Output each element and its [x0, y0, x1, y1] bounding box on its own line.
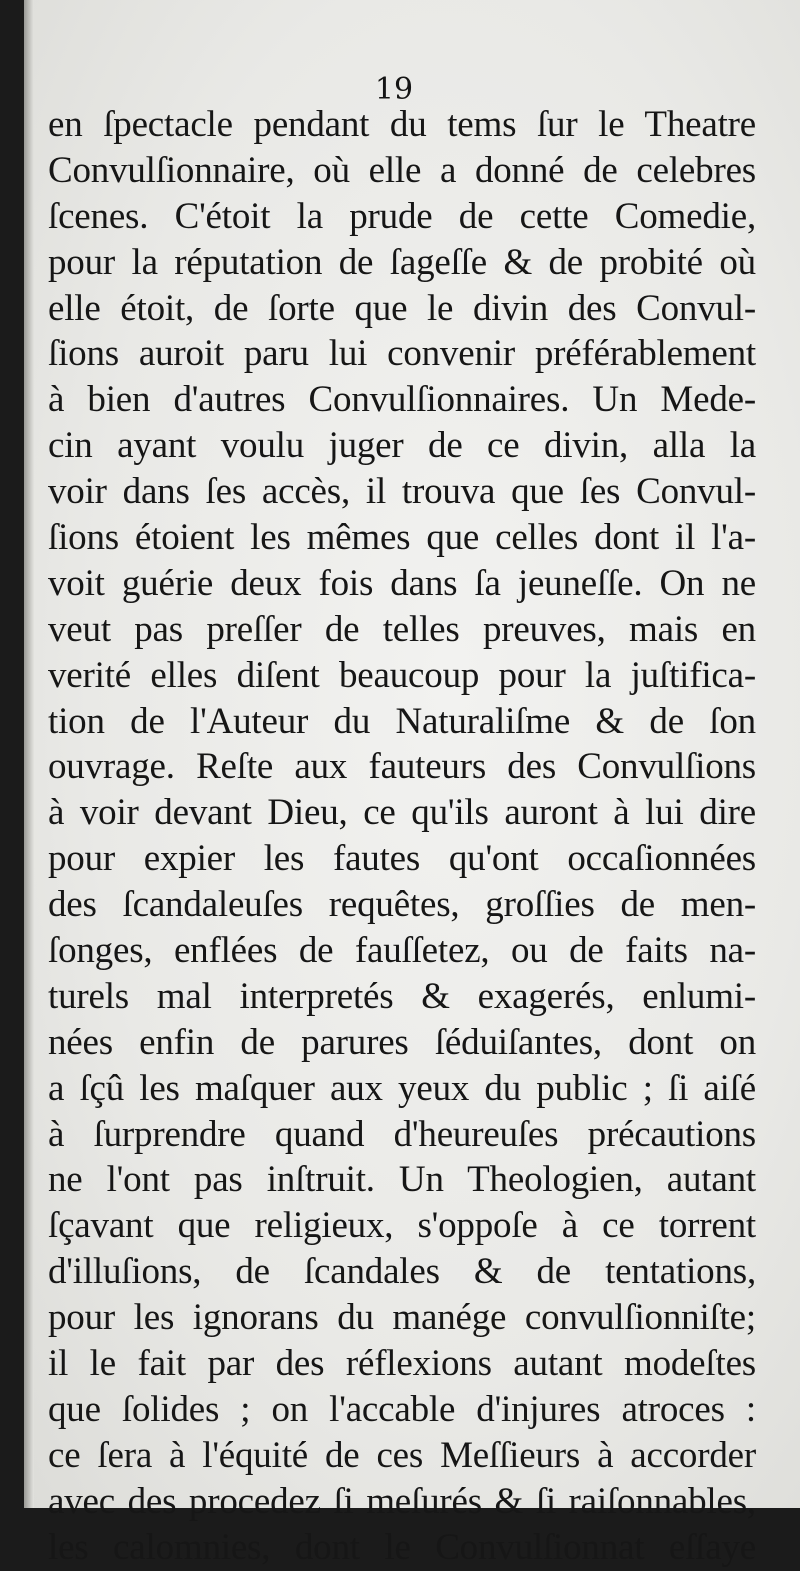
text-line: elle étoit, de ſorte que le divin des Convul- — [48, 287, 756, 329]
text-line: ſonges, enflées de fauſſetez, ou de faits na- — [48, 930, 756, 972]
text-line: en ſpectacle pendant du tems ſur le Theatre — [48, 104, 756, 145]
text-line: les calomnies, dont le Convulſionnat eſſaye — [48, 1526, 756, 1568]
text-line: nées enfin de parures ſéduiſantes, dont on — [48, 1021, 756, 1063]
text-line: ce ſera à l'équité de ces Meſſieurs à accorder — [48, 1434, 756, 1476]
text-line: à bien d'autres Convulſionnaires. Un Mede- — [48, 379, 756, 421]
text-line: ſcenes. C'étoit la prude de cette Comedie, — [48, 195, 756, 237]
text-line: à ſurprendre quand d'heureuſes précautions — [48, 1113, 756, 1155]
page-edge — [24, 0, 34, 1508]
text-line: turels mal interpretés & exagerés, enlumi- — [48, 975, 756, 1017]
text-line: d'illuſions, de ſcandales & de tentations, — [48, 1251, 756, 1293]
text-line: cin ayant voulu juger de ce divin, alla la — [48, 425, 756, 467]
text-line: ouvrage. Reſte aux fauteurs des Convulſions — [48, 746, 756, 788]
page-number: 19 — [374, 72, 414, 107]
text-line: verité elles diſent beaucoup pour la juſtifica- — [48, 654, 756, 696]
text-line: voir dans ſes accès, il trouva que ſes Convul- — [48, 471, 756, 513]
text-line: voit guérie deux fois dans ſa jeuneſſe. On ne — [48, 562, 756, 604]
text-line: ne l'ont pas inſtruit. Un Theologien, autant — [48, 1159, 756, 1201]
text-line: pour expier les fautes qu'ont occaſionnées — [48, 838, 756, 880]
text-line: il le fait par des réflexions autant modeſtes — [48, 1343, 756, 1385]
text-line: ſions auroit paru lui convenir préférablement — [48, 333, 756, 375]
text-line: des ſcandaleuſes requêtes, groſſies de men- — [48, 884, 756, 926]
text-line: avec des procedez ſi meſurés & ſi raiſonnables, — [48, 1480, 756, 1522]
text-line: Convulſionnaire, où elle a donné de celebres — [48, 149, 756, 191]
text-line: ſions étoient les mêmes que celles dont il l'a- — [48, 517, 756, 559]
text-line: que ſolides ; on l'accable d'injures atroces : — [48, 1388, 756, 1430]
text-line: tion de l'Auteur du Naturaliſme & de ſon — [48, 700, 756, 742]
text-line: veut pas preſſer de telles preuves, mais en — [48, 608, 756, 650]
text-line: à voir devant Dieu, ce qu'ils auront à lui dire — [48, 792, 756, 834]
text-line: pour les ignorans du manége convulſionniſte; — [48, 1297, 756, 1339]
text-line: pour la réputation de ſageſſe & de probité où — [48, 241, 756, 283]
text-line: a ſçû les maſquer aux yeux du public ; ſi aiſé — [48, 1067, 756, 1109]
body-text — [48, 102, 756, 1571]
book-page — [24, 0, 800, 1568]
text-line: ſçavant que religieux, s'oppoſe à ce torrent — [48, 1205, 756, 1247]
